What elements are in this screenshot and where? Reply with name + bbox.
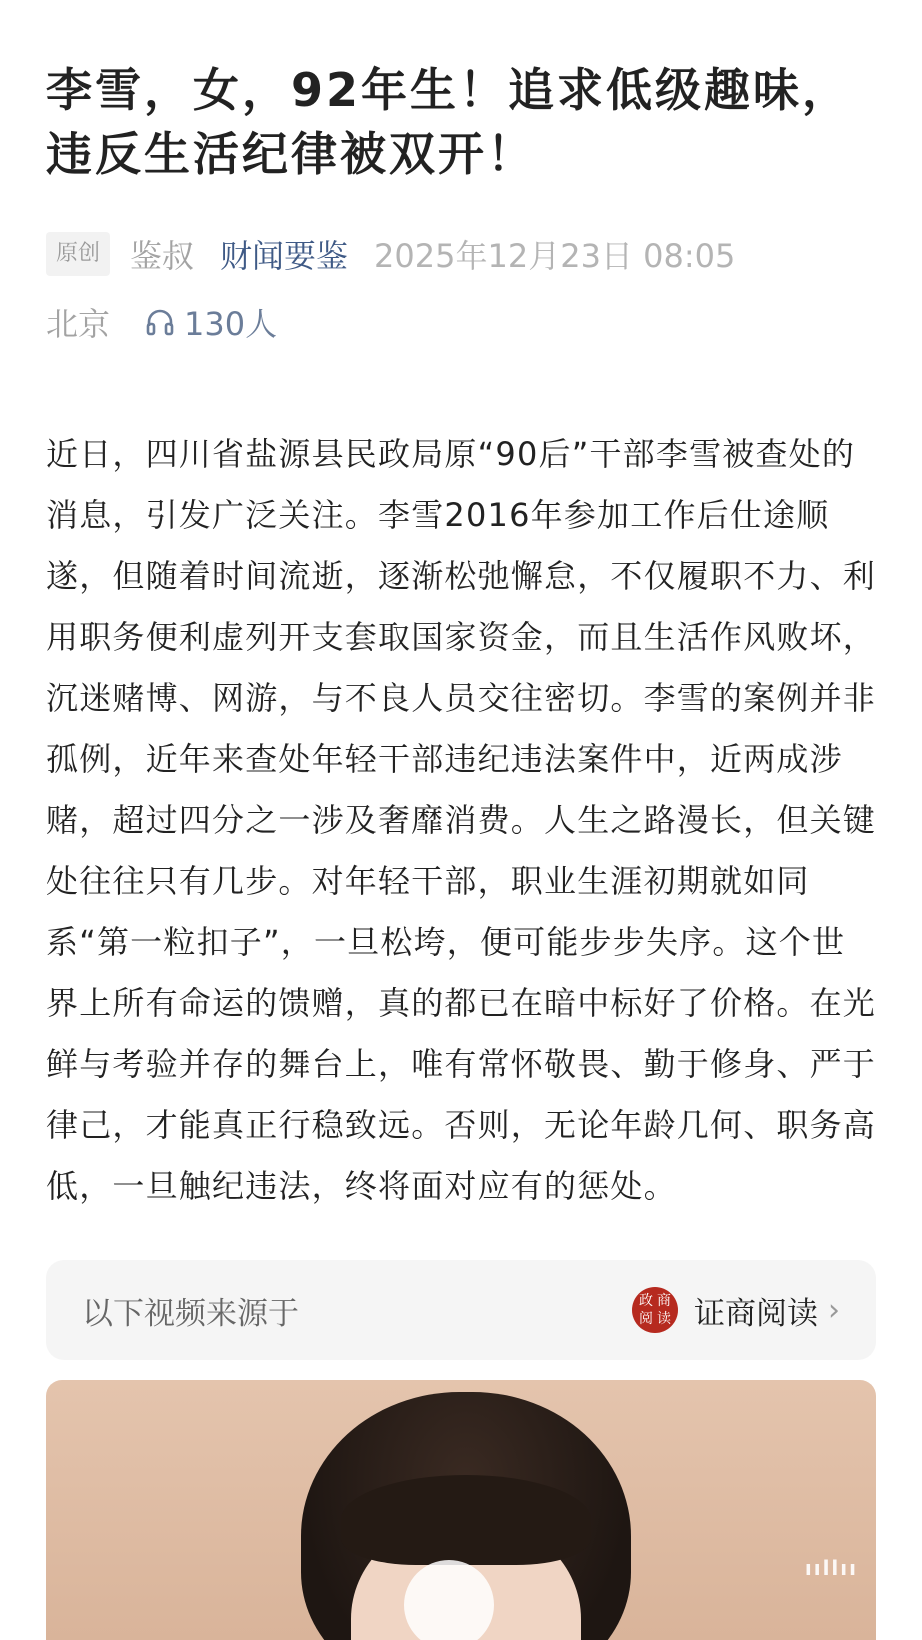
location: 北京	[46, 305, 111, 343]
publish-time: 2025年12月23日 08:05	[374, 237, 736, 275]
article-title: 李雪，女，92年生！追求低级趣味，违反生活纪律被双开！	[46, 63, 852, 181]
video-thumbnail-bangs	[341, 1475, 591, 1565]
video-source-label: 以下视频来源于	[82, 1295, 299, 1332]
source-logo	[632, 1287, 678, 1333]
chevron-right-icon: ›	[828, 1292, 840, 1328]
headphones-icon	[144, 306, 176, 338]
author-name[interactable]: 鉴叔	[130, 237, 195, 275]
original-badge: 原创	[46, 232, 110, 276]
listen-button[interactable]	[144, 299, 277, 345]
logo-char: 商	[657, 1293, 671, 1309]
logo-char: 阅	[639, 1311, 653, 1327]
play-icon[interactable]	[404, 1560, 494, 1640]
account-name[interactable]: 财闻要鉴	[220, 237, 349, 275]
article-body: 近日，四川省盐源县民政局原“90后”干部李雪被查处的消息，引发广泛关注。李雪2016年参加工作后仕途顺遂，但随着时间流逝，逐渐松弛懈怠，不仅履职不力、利用职务便利虚列开支套取国家资金，而且生活作风败坏，沉迷赌博、网游，与不良人员交往密切。李雪的案例并非孤例，近年来查处年轻干部违纪违法案件中，近两成涉赌，超过四分之一涉及奢靡消费。人生之路漫长，但关键处往往只有几步。对年轻干部，职业生涯初期就如同系“第一粒扣子”，一旦松垮，便可能步步失序。这个世界上所有命运的馈赠，真的都已在暗中标好了价格。在光鲜与考验并存的舞台上，唯有常怀敬畏、勤于修身、严于律己，才能真正行稳致远。否则，无论年龄几何、职务高低，一旦触纪违法，终将面对应有的惩处。	[46, 435, 877, 1205]
article-meta	[46, 232, 735, 276]
listener-count: 130人	[184, 305, 278, 343]
logo-char: 政	[639, 1293, 653, 1309]
video-watermark: ııllıı	[804, 1556, 858, 1580]
video-source-bar[interactable]	[46, 1260, 876, 1360]
video-source-account[interactable]	[632, 1287, 840, 1333]
video-player[interactable]	[46, 1380, 876, 1640]
source-name: 证商阅读	[694, 1295, 818, 1332]
article-meta-secondary	[46, 300, 277, 344]
logo-char: 读	[657, 1311, 671, 1327]
